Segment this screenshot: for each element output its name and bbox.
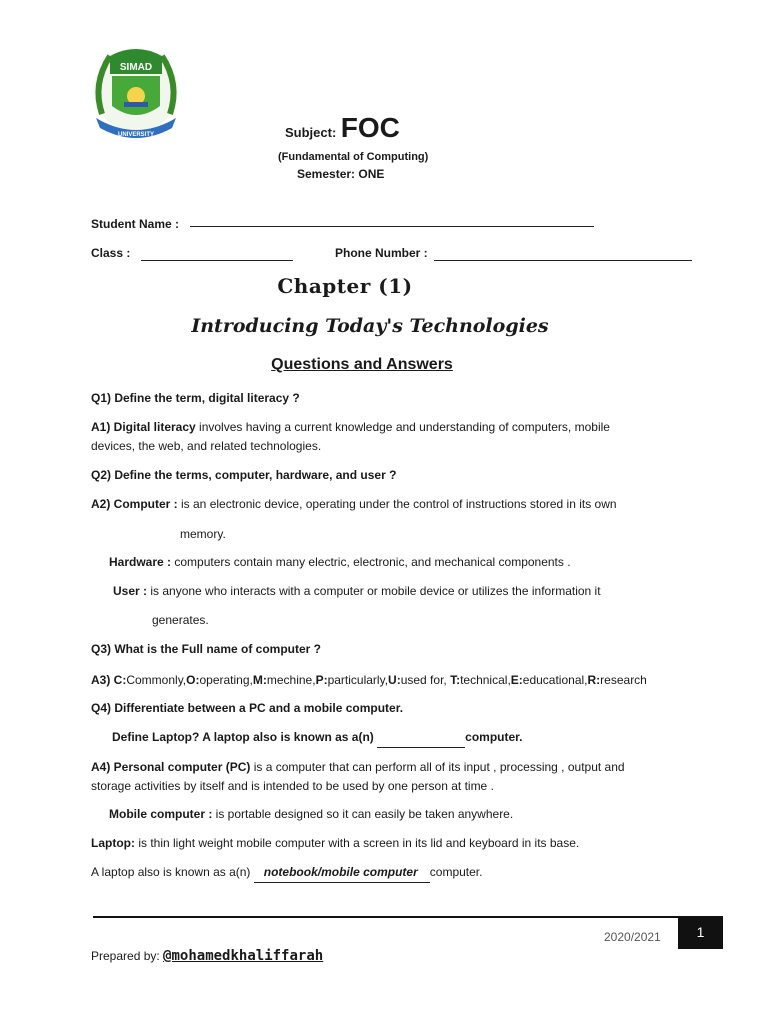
footer-rule — [93, 916, 678, 918]
mobile-label: Mobile computer : — [109, 807, 213, 821]
acronym-word-6: educational, — [522, 673, 588, 687]
question-1: Q1) Define the term, digital literacy ? — [91, 391, 300, 405]
question-4-laptop — [112, 728, 523, 748]
subject-label: Subject: — [285, 125, 337, 140]
svg-text:UNIVERSITY: UNIVERSITY — [117, 132, 155, 138]
chapter-number: Chapter (1) — [277, 274, 413, 298]
answer-1-label: A1) Digital literacy — [91, 420, 196, 434]
laptop-blank[interactable] — [377, 728, 465, 748]
answer-4-laptop-fill — [91, 863, 691, 883]
answer-3-label: A3) — [91, 673, 114, 687]
question-4: Q4) Differentiate between a PC and a mobile computer. — [91, 701, 404, 715]
prepared-by — [91, 948, 323, 964]
acronym-word-0: Commonly, — [126, 673, 187, 687]
laptop-answer-blank — [254, 863, 430, 883]
acronym-word-7: research — [600, 673, 647, 687]
acronym-word-2: mechine, — [266, 673, 316, 687]
acronym-letter-0: C: — [113, 673, 127, 687]
computer-label: A2) Computer : — [91, 497, 178, 511]
subject-line — [285, 112, 400, 144]
acronym-word-1: operating, — [199, 673, 253, 687]
subject-value: FOC — [340, 112, 400, 143]
pc-text-cont: storage activities by itself and is intended to be used by one person at time . — [91, 779, 494, 793]
hardware-label: Hardware : — [109, 555, 172, 569]
acronym-word-4: used for, — [400, 673, 451, 687]
student-name-label: Student Name : — [91, 217, 180, 231]
answer-3 — [91, 671, 647, 690]
author-handle: @mohamedkhaliffarah — [163, 948, 324, 964]
acronym-letter-3: P: — [315, 673, 328, 687]
laptop-answer-prefix: A laptop also is known as a(n) — [91, 865, 254, 879]
computer-text-cont: memory. — [180, 527, 226, 541]
pc-text: is a computer that can perform all of its input , processing , output and — [250, 760, 625, 774]
answer-4-mobile — [109, 805, 513, 824]
answer-4-laptop — [91, 834, 691, 853]
acronym-word-5: technical, — [460, 673, 511, 687]
answer-2-computer — [91, 495, 691, 514]
user-text-cont: generates. — [152, 613, 209, 627]
pc-label: A4) Personal computer (PC) — [91, 760, 251, 774]
class-field[interactable] — [141, 260, 293, 261]
section-heading: Questions and Answers — [271, 356, 453, 373]
acronym-letter-1: O: — [186, 673, 200, 687]
acronym-letter-2: M: — [252, 673, 267, 687]
hardware-text: computers contain many electric, electronic, and mechanical components . — [171, 555, 571, 569]
user-label: User : — [113, 584, 148, 598]
question-2: Q2) Define the terms, computer, hardware, and user ? — [91, 468, 397, 482]
laptop-answer-fill: notebook/mobile computer — [263, 865, 418, 879]
semester: Semester: ONE — [297, 167, 385, 181]
laptop-text: is thin light weight mobile computer with a screen in its lid and keyboard in its base. — [135, 836, 580, 850]
acronym-letter-6: E: — [510, 673, 523, 687]
page-number: 1 — [678, 916, 723, 949]
question-3: Q3) What is the Full name of computer ? — [91, 642, 322, 656]
laptop-answer-suffix: computer. — [429, 865, 483, 879]
class-label: Class : — [91, 246, 131, 260]
answer-4-pc — [91, 758, 691, 796]
prepared-by-label: Prepared by: — [91, 949, 164, 963]
user-text: is anyone who interacts with a computer or mobile device or utilizes the information it — [147, 584, 601, 598]
acronym-letter-4: U: — [388, 673, 401, 687]
chapter-title: Introducing Today's Technologies — [191, 315, 549, 337]
computer-text: is an electronic device, operating under the control of instructions stored in its own — [177, 497, 617, 511]
phone-number-label: Phone Number : — [335, 246, 428, 260]
acronym-letter-5: T: — [450, 673, 461, 687]
mobile-text: is portable designed so it can easily be taken anywhere. — [212, 807, 514, 821]
answer-2-hardware — [109, 553, 571, 572]
answer-1-text: involves having a current knowledge and understanding of computers, mobile — [195, 420, 610, 434]
acronym-letter-7: R: — [587, 673, 601, 687]
acronym-word-3: particularly, — [327, 673, 389, 687]
laptop-question-tail: computer. — [465, 730, 523, 744]
academic-year: 2020/2021 — [604, 930, 661, 944]
simad-university-logo — [88, 44, 184, 144]
answer-2-user — [113, 582, 601, 601]
answer-1 — [91, 418, 691, 456]
subject-full-name: (Fundamental of Computing) — [278, 151, 429, 163]
phone-number-field[interactable] — [434, 260, 692, 261]
student-name-field[interactable] — [190, 226, 594, 227]
svg-text:SIMAD: SIMAD — [119, 62, 153, 73]
laptop-label: Laptop: — [91, 836, 135, 850]
answer-1-text-cont: devices, the web, and related technologies. — [91, 439, 322, 453]
laptop-question-text: Define Laptop? A laptop also is known as a(n) — [112, 730, 378, 744]
